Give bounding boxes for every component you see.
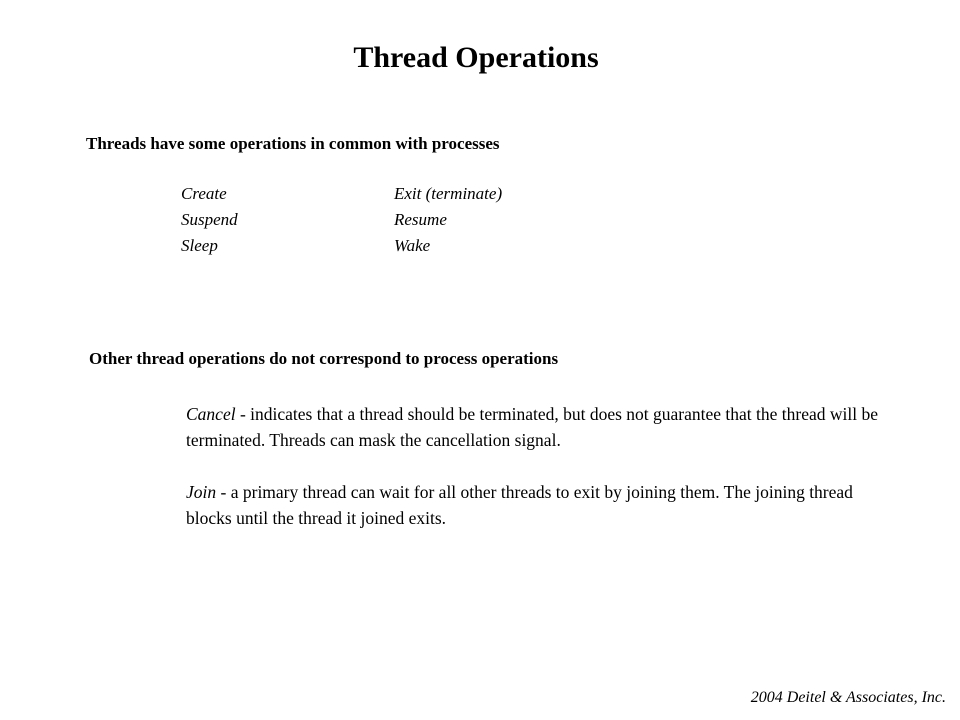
operation-suspend: Suspend: [181, 210, 238, 229]
operations-list: [181, 181, 614, 258]
join-text: - a primary thread can wait for all other threads to exit by joining them. The joining thread blocks until the thread it joined exits.: [186, 482, 853, 528]
cancel-term: Cancel: [186, 404, 236, 424]
operation-create: Create: [181, 184, 227, 203]
cancel-description: [186, 401, 886, 453]
join-description: [186, 479, 886, 531]
operation-sleep: Sleep: [181, 236, 218, 255]
join-term: Join: [186, 482, 217, 502]
copyright-footer: 2004 Deitel & Associates, Inc.: [750, 689, 946, 706]
section-heading-common-operations: Threads have some operations in common with processes: [86, 134, 500, 153]
slide-title: Thread Operations: [353, 41, 599, 74]
operation-exit: Exit (terminate): [394, 184, 503, 203]
operation-resume: Resume: [394, 210, 447, 229]
cancel-text: - indicates that a thread should be terminated, but does not guarantee that the thread will be terminated. Threads can mask the cancellation signal.: [186, 404, 879, 450]
operation-wake: Wake: [394, 236, 431, 255]
section-heading-other-operations: Other thread operations do not correspond to process operations: [89, 349, 559, 368]
